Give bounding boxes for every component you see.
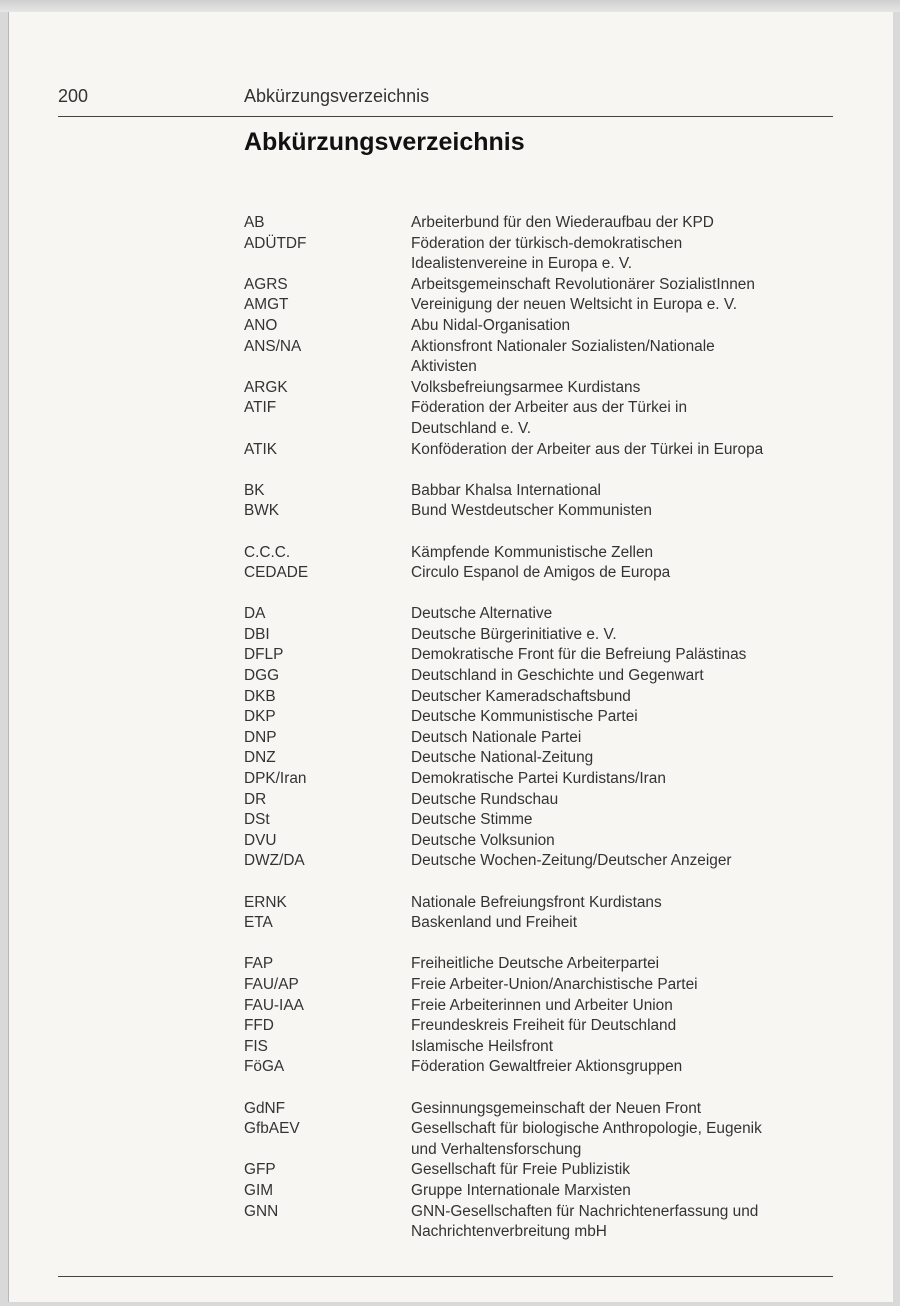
abbreviation-entry xyxy=(244,501,844,522)
abbreviation-list xyxy=(244,213,844,1243)
abbreviation-entry xyxy=(244,748,844,769)
abbreviation-meaning: Bund Westdeutscher Kommunisten xyxy=(411,502,652,520)
abbreviation-entry xyxy=(244,769,844,790)
abbreviation-term: DGG xyxy=(244,667,280,685)
scan-top-edge xyxy=(0,0,900,12)
abbreviation-term: DWZ/DA xyxy=(244,852,305,870)
abbreviation-term: FAU/AP xyxy=(244,975,299,993)
abbreviation-meaning: Deutschland e. V. xyxy=(411,419,532,437)
abbreviation-term: ARGK xyxy=(244,378,288,396)
abbreviation-entry xyxy=(244,563,844,584)
abbreviation-term xyxy=(244,1140,411,1161)
abbreviation-meaning: Freie Arbeiterinnen und Arbeiter Union xyxy=(411,996,673,1014)
abbreviation-term: ANO xyxy=(244,316,278,334)
abbreviation-entry xyxy=(244,440,844,461)
abbreviation-term: ERNK xyxy=(244,893,287,911)
abbreviation-term xyxy=(244,254,411,275)
abbreviation-entry xyxy=(244,254,844,275)
abbreviation-entry xyxy=(244,975,844,996)
abbreviation-entry xyxy=(244,604,844,625)
abbreviation-entry xyxy=(244,1057,844,1078)
abbreviation-meaning: Deutsche Bürgerinitiative e. V. xyxy=(411,625,617,643)
abbreviation-meaning: Circulo Espanol de Amigos de Europa xyxy=(411,564,671,582)
abbreviation-meaning: Deutsche Stimme xyxy=(411,811,533,829)
abbreviation-term: GNN xyxy=(244,1202,279,1220)
abbreviation-entry xyxy=(244,790,844,811)
abbreviation-meaning: Gesellschaft für biologische Anthropologie, Eugenik xyxy=(411,1120,762,1138)
abbreviation-term: AB xyxy=(244,214,265,231)
abbreviation-meaning: Baskenland und Freiheit xyxy=(411,914,577,932)
abbreviation-entry xyxy=(244,1202,844,1223)
abbreviation-meaning: Volksbefreiungsarmee Kurdistans xyxy=(411,378,641,396)
abbreviation-term: CEDADE xyxy=(244,564,309,582)
abbreviation-entry xyxy=(244,913,844,934)
abbreviation-entry xyxy=(244,1119,844,1140)
abbreviation-term: FFD xyxy=(244,1017,274,1035)
abbreviation-meaning: Deutsche Wochen-Zeitung/Deutscher Anzeiger xyxy=(411,852,732,870)
abbreviation-term: ADÜTDF xyxy=(244,234,307,252)
abbreviation-entry xyxy=(244,893,844,914)
abbreviation-term: ATIF xyxy=(244,399,277,417)
abbreviation-meaning: Deutsche Volksunion xyxy=(411,831,555,849)
abbreviation-meaning: und Verhaltensforschung xyxy=(411,1140,582,1158)
abbreviation-entry xyxy=(244,295,844,316)
abbreviation-meaning: Deutsche Kommunistische Partei xyxy=(411,708,638,726)
abbreviation-meaning: Abu Nidal-Organisation xyxy=(411,316,571,334)
abbreviation-term: AGRS xyxy=(244,275,288,293)
abbreviation-term: FAU-IAA xyxy=(244,996,304,1014)
abbreviation-meaning: Gesinnungsgemeinschaft der Neuen Front xyxy=(411,1099,702,1117)
abbreviation-entry xyxy=(244,666,844,687)
abbreviation-meaning: Gruppe Internationale Marxisten xyxy=(411,1181,631,1199)
abbreviation-term: BK xyxy=(244,481,265,499)
abbreviation-meaning: Freie Arbeiter-Union/Anarchistische Partei xyxy=(411,975,698,993)
abbreviation-term: DPK/Iran xyxy=(244,770,307,788)
abbreviation-meaning: Nationale Befreiungsfront Kurdistans xyxy=(411,893,662,911)
abbreviation-term: DA xyxy=(244,605,266,623)
abbreviation-entry xyxy=(244,707,844,728)
abbreviation-term: ANS/NA xyxy=(244,337,302,355)
page-number: 200 xyxy=(58,86,89,106)
abbreviation-entry xyxy=(244,1222,844,1243)
running-title: Abkürzungsverzeichnis xyxy=(244,86,430,106)
abbreviation-term: DFLP xyxy=(244,646,284,664)
abbreviation-meaning: Idealistenvereine in Europa e. V. xyxy=(411,255,633,273)
abbreviation-meaning: Nachrichtenverbreitung mbH xyxy=(411,1223,607,1241)
abbreviation-meaning: Babbar Khalsa International xyxy=(411,481,601,499)
group-spacer xyxy=(244,460,844,481)
group-spacer xyxy=(244,872,844,893)
abbreviation-entry xyxy=(244,481,844,502)
abbreviation-meaning: GNN-Gesellschaften für Nachrichtenerfassung und xyxy=(411,1202,759,1220)
abbreviation-term: DNP xyxy=(244,728,277,746)
abbreviation-entry xyxy=(244,275,844,296)
abbreviation-meaning: Vereinigung der neuen Weltsicht in Europa e. V. xyxy=(411,296,737,314)
abbreviation-meaning: Föderation Gewaltfreier Aktionsgruppen xyxy=(411,1058,683,1076)
abbreviation-meaning: Islamische Heilsfront xyxy=(411,1037,553,1055)
page-header xyxy=(58,84,833,117)
abbreviation-entry xyxy=(244,728,844,749)
abbreviation-meaning: Demokratische Partei Kurdistans/Iran xyxy=(411,770,666,788)
abbreviation-meaning: Kämpfende Kommunistische Zellen xyxy=(411,543,654,561)
abbreviation-entry xyxy=(244,954,844,975)
abbreviation-meaning: Konföderation der Arbeiter aus der Türkei in Europa xyxy=(411,440,764,458)
abbreviation-meaning: Deutscher Kameradschaftsbund xyxy=(411,687,631,705)
abbreviation-entry xyxy=(244,316,844,337)
abbreviation-entry xyxy=(244,1016,844,1037)
abbreviation-term: FIS xyxy=(244,1037,268,1055)
abbreviation-meaning: Deutsche Alternative xyxy=(411,605,553,623)
abbreviation-entry xyxy=(244,1160,844,1181)
abbreviation-term: BWK xyxy=(244,502,280,520)
abbreviation-term: ETA xyxy=(244,914,273,932)
abbreviation-meaning: Deutsche National-Zeitung xyxy=(411,749,594,767)
abbreviation-meaning: Arbeitsgemeinschaft Revolutionärer SozialistInnen xyxy=(411,275,755,293)
abbreviation-meaning: Aktionsfront Nationaler Sozialisten/Nationale xyxy=(411,337,715,355)
abbreviation-entry xyxy=(244,810,844,831)
abbreviation-entry xyxy=(244,337,844,358)
abbreviation-term: GdNF xyxy=(244,1099,286,1117)
footer-rule xyxy=(58,1276,833,1277)
abbreviation-entry xyxy=(244,1140,844,1161)
abbreviation-term: ATIK xyxy=(244,440,278,458)
abbreviation-entry xyxy=(244,1099,844,1120)
abbreviation-entry xyxy=(244,1037,844,1058)
abbreviation-term: DR xyxy=(244,790,267,808)
abbreviation-entry xyxy=(244,851,844,872)
abbreviation-entry xyxy=(244,625,844,646)
abbreviation-term: C.C.C. xyxy=(244,543,291,561)
abbreviation-meaning: Gesellschaft für Freie Publizistik xyxy=(411,1161,630,1179)
group-spacer xyxy=(244,934,844,955)
group-spacer xyxy=(244,1078,844,1099)
abbreviation-meaning: Aktivisten xyxy=(411,358,477,376)
abbreviation-meaning: Freiheitliche Deutsche Arbeiterpartei xyxy=(411,955,660,973)
abbreviation-entry xyxy=(244,687,844,708)
abbreviation-term: DNZ xyxy=(244,749,276,767)
abbreviation-entry xyxy=(244,419,844,440)
section-title: Abkürzungsverzeichnis xyxy=(244,128,525,156)
abbreviation-entry xyxy=(244,357,844,378)
abbreviation-term: FöGA xyxy=(244,1058,285,1076)
group-spacer xyxy=(244,522,844,543)
abbreviation-meaning: Deutschland in Geschichte und Gegenwart xyxy=(411,667,704,685)
abbreviation-entry xyxy=(244,378,844,399)
abbreviation-term: GFP xyxy=(244,1161,276,1179)
abbreviation-meaning: Föderation der türkisch-demokratischen xyxy=(411,234,683,252)
abbreviation-term xyxy=(244,1222,411,1243)
abbreviation-entry xyxy=(244,831,844,852)
abbreviation-term xyxy=(244,419,411,440)
abbreviation-term: FAP xyxy=(244,955,274,973)
abbreviation-term: GfbAEV xyxy=(244,1120,300,1138)
abbreviation-term: GIM xyxy=(244,1181,274,1199)
abbreviation-entry xyxy=(244,645,844,666)
abbreviation-term: AMGT xyxy=(244,296,289,314)
abbreviation-meaning: Deutsche Rundschau xyxy=(411,790,559,808)
group-spacer xyxy=(244,584,844,605)
abbreviation-term: DSt xyxy=(244,811,270,829)
abbreviation-entry xyxy=(244,996,844,1017)
abbreviation-meaning: Demokratische Front für die Befreiung Palästinas xyxy=(411,646,747,664)
abbreviation-meaning: Deutsch Nationale Partei xyxy=(411,728,582,746)
abbreviation-entry xyxy=(244,234,844,255)
abbreviation-term: DVU xyxy=(244,831,277,849)
abbreviation-term: DKB xyxy=(244,687,276,705)
abbreviation-meaning: Freundeskreis Freiheit für Deutschland xyxy=(411,1017,677,1035)
abbreviation-term: DKP xyxy=(244,708,276,726)
abbreviation-meaning: Föderation der Arbeiter aus der Türkei in xyxy=(411,399,688,417)
abbreviation-entry xyxy=(244,1181,844,1202)
abbreviation-term: DBI xyxy=(244,625,270,643)
abbreviation-entry xyxy=(244,543,844,564)
abbreviation-entry xyxy=(244,398,844,419)
abbreviation-meaning: Arbeiterbund für den Wiederaufbau der KPD xyxy=(411,214,714,231)
abbreviation-entry xyxy=(244,213,844,234)
abbreviation-term xyxy=(244,357,411,378)
